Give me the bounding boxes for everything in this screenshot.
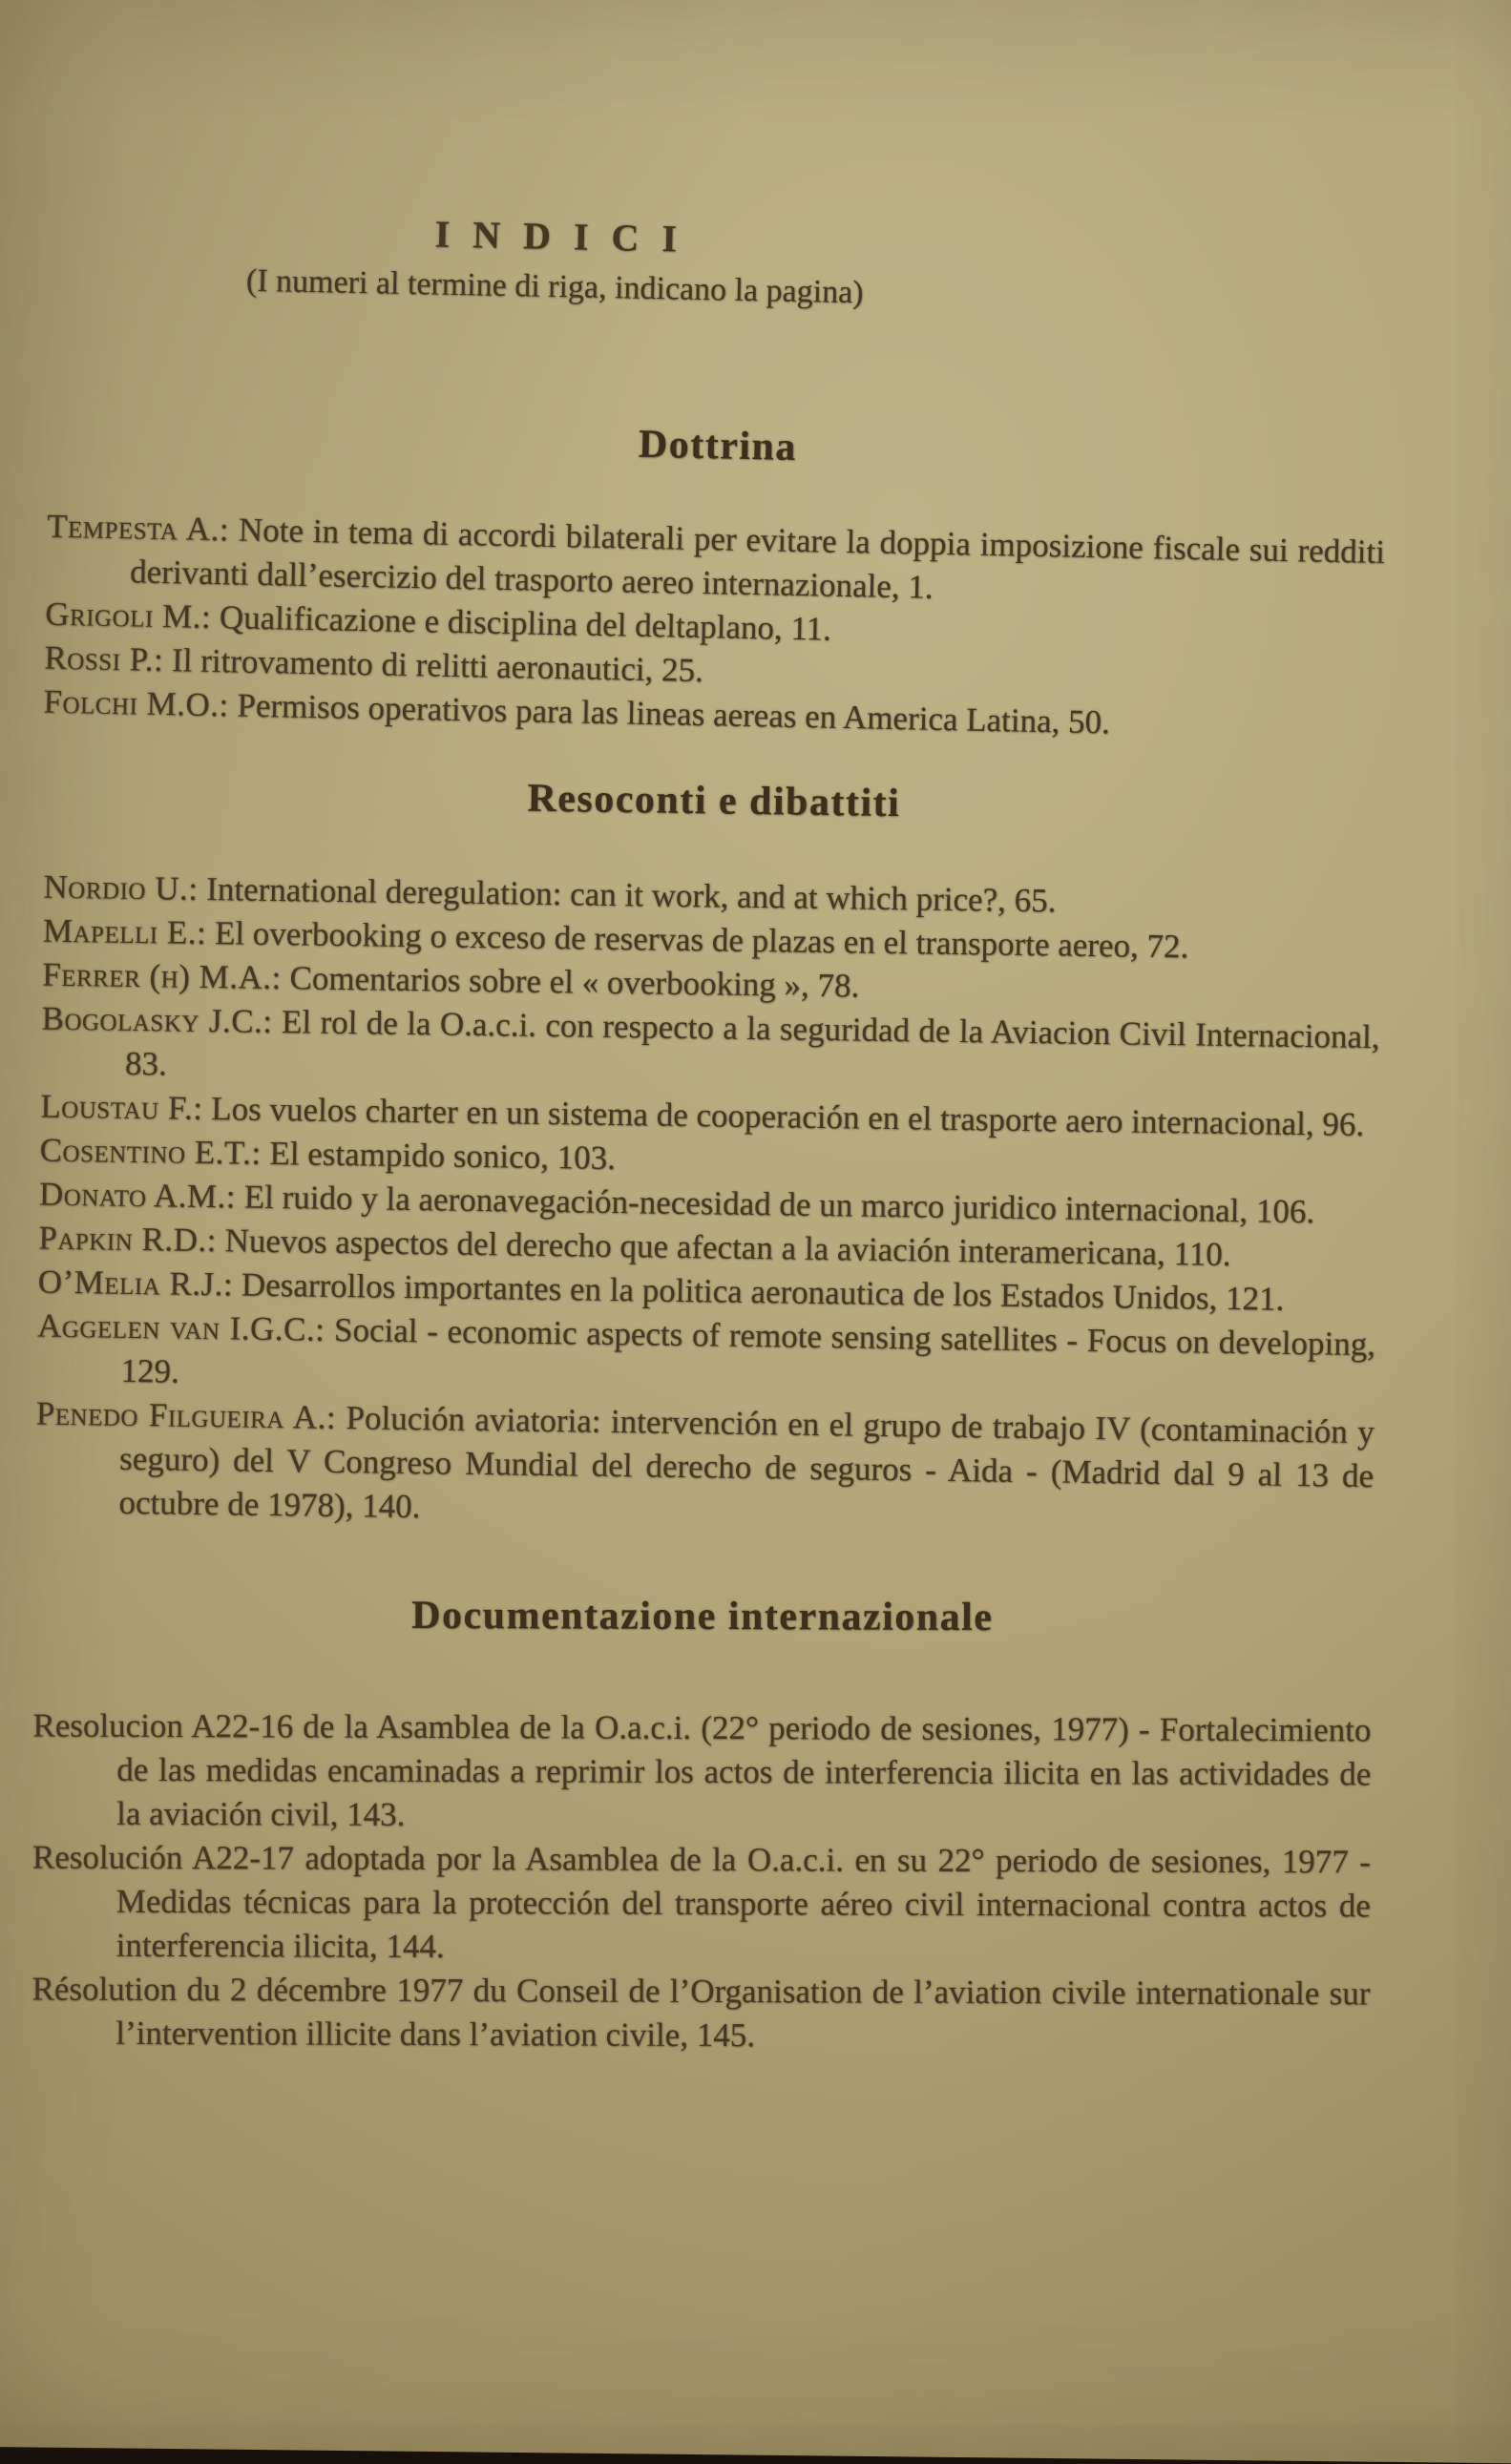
toc-entry [32, 1704, 1371, 1841]
entry-author: O’Melia R.J.: [38, 1263, 234, 1304]
entry-author: Papkin R.D.: [38, 1220, 217, 1260]
entry-text: El estampido sonico, 103. [269, 1135, 616, 1177]
entry-text: Desarrollos importantes en la politica aeronautica de los Estados Unidos, 121. [241, 1266, 1285, 1318]
page-subtitle: (I numeri al termine di riga, indicano la pagina) [49, 256, 1061, 320]
entry-text: El overbooking o exceso de reservas de plazas en el transporte aereo, 72. [215, 914, 1189, 965]
entry-text: Résolution du 2 décembre 1977 du Conseil de l’Organisation de l’aviation civile internationale sur l’intervention illicite dans l’aviation civile, 145. [31, 1971, 1370, 2055]
entry-author: Tempesta A.: [47, 508, 230, 549]
entry-author: Rossi P.: [44, 639, 164, 679]
entry-text: Social - economic aspects of remote sensing satellites - Focus on developing, 129. [120, 1311, 1375, 1390]
entry-list [34, 866, 1381, 1543]
entry-author: Mapelli E.: [43, 912, 207, 951]
toc-entry [31, 1968, 1370, 2060]
entry-author: Bogolasky J.C.: [41, 1000, 272, 1040]
entry-author: Grigoli M.: [45, 595, 212, 636]
entry-text: Permisos operativos para las lineas aereas en America Latina, 50. [237, 687, 1110, 741]
entry-author: Folchi M.O.: [43, 683, 229, 724]
entry-text: Nuevos aspectos del derecho que afectan a la aviación interamericana, 110. [224, 1222, 1230, 1273]
page-header [49, 204, 1062, 320]
section-heading: Dottrina [49, 409, 1388, 483]
entry-author: Nordio U.: [43, 868, 198, 908]
entry-text: Qualificazione e disciplina del deltaplano, 11. [220, 598, 832, 648]
section-heading: Documentazione internazionale [33, 1591, 1372, 1643]
entry-author: Ferrer (h) M.A.: [42, 956, 282, 996]
entry-author: Loustau F.: [40, 1088, 203, 1127]
entry-text: Il ritrovamento di relitti aeronautici, 25. [172, 641, 704, 689]
section-heading: Resoconti e dibattiti [45, 768, 1384, 835]
entry-author: Donato A.M.: [39, 1176, 237, 1216]
entry-text: Resolucion A22-16 de la Asamblea de la O.a.c.i. (22° periodo de sesiones, 1977) - Fortalecimiento de las medidas encaminadas a reprimir los actos de interferencia ilicita en las actividades de la aviación civil, 143. [32, 1707, 1371, 1833]
section-dottrina [43, 409, 1387, 750]
toc-entry [34, 1392, 1375, 1543]
entry-text: El ruido y la aeronavegación-necesidad de un marco juridico internacional, 106. [244, 1179, 1315, 1231]
section-resoconti [34, 768, 1383, 1542]
entry-author: Cosentino E.T.: [39, 1132, 261, 1172]
entry-author: Aggelen van I.G.C.: [37, 1307, 325, 1348]
entry-list [43, 505, 1385, 750]
toc-entry [32, 1836, 1371, 1973]
entry-text: El rol de la O.a.c.i. con respecto a la seguridad de la Aviacion Civil Internacional, 83. [125, 1003, 1380, 1082]
entry-text: International deregulation: can it work, and at which price?, 65. [206, 870, 1057, 919]
section-documentazione [31, 1591, 1372, 2060]
entry-text: Note in tema di accordi bilaterali per evitare la doppia imposizione fiscale sui redditi derivanti dall’esercizio del trasporto aereo internazionale, 1. [130, 512, 1385, 606]
entry-text: Comentarios sobre el « overbooking », 78. [289, 959, 859, 1004]
entry-author: Penedo Filgueira A.: [36, 1395, 337, 1436]
page-title: INDICI [50, 204, 1062, 270]
entry-text: Resolución A22-17 adoptada por la Asamblea de la O.a.c.i. en su 22° periodo de sesiones, 1977 - Medidas técnicas para la protección del transporte aéreo civil internacional contra actos de interferencia ilicita, 144. [32, 1839, 1371, 1966]
entry-text: Polución aviatoria: intervención en el grupo de trabajo IV (contaminación y seguro) del V Congreso Mundial del derecho de seguros - Aida - (Madrid dal 9 al 13 de octubre de 1978), 140. [118, 1399, 1375, 1525]
entry-list [31, 1704, 1371, 2060]
entry-text: Los vuelos charter en un sistema de cooperación en el trasporte aero internacional, 96. [211, 1090, 1364, 1143]
